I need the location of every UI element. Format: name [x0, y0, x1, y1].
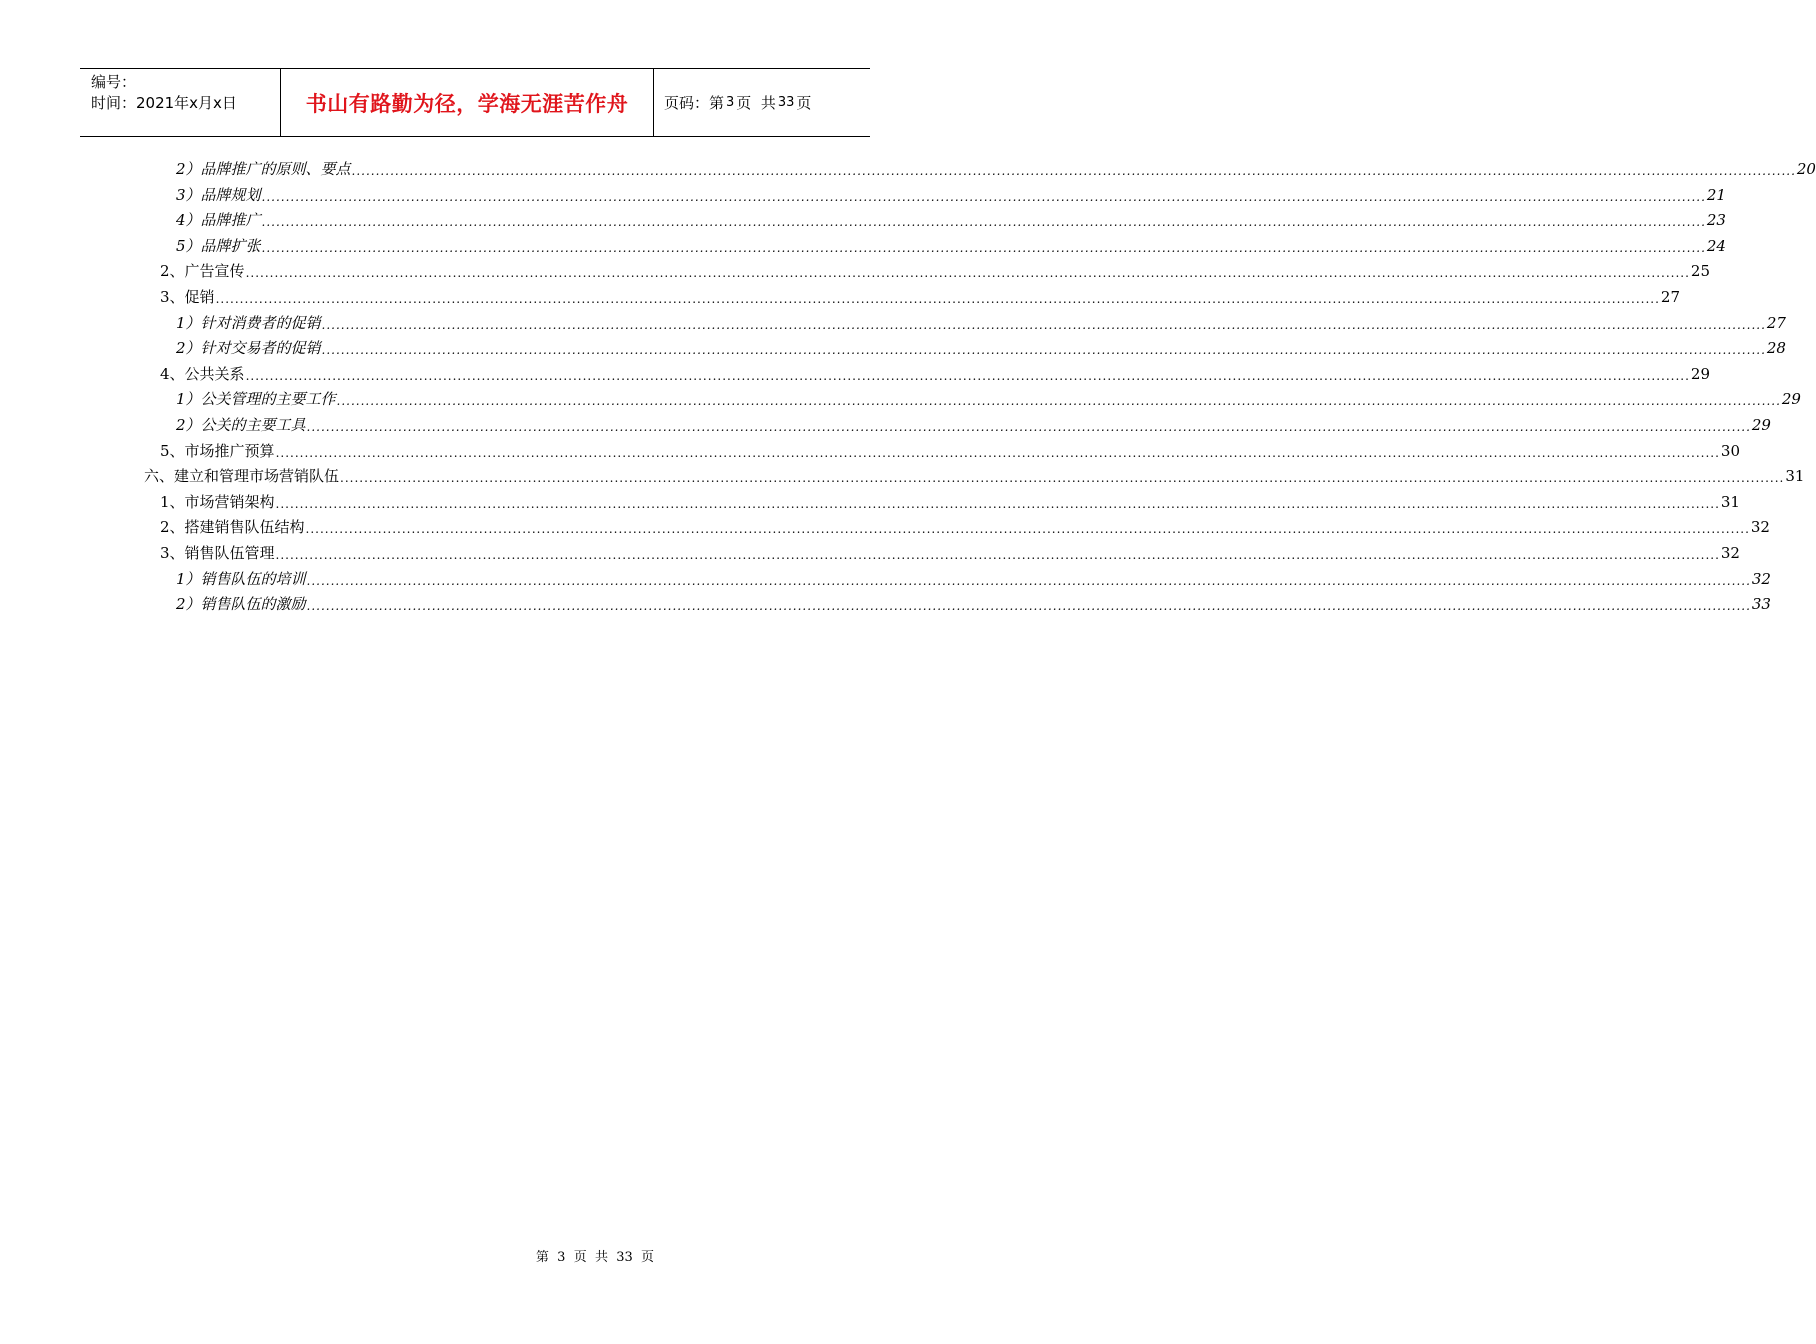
- toc-entry-label: 1）销售队伍的培训: [176, 569, 306, 588]
- toc-entry-label: 2、搭建销售队伍结构: [160, 518, 305, 537]
- toc-entry-label: 2）公关的主要工具: [176, 416, 306, 434]
- motto-text: 书山有路勤为径，学海无涯苦作舟: [305, 91, 629, 116]
- page-total: 33: [777, 95, 795, 110]
- toc-page-number: 27: [1766, 313, 1786, 332]
- toc-leader-dots: ............................................................................................................................................................................................................................................................................................................: [321, 343, 1766, 358]
- toc-page-number: 31: [1785, 467, 1805, 486]
- toc-entry-label: 六、建立和管理市场营销队伍: [144, 467, 340, 486]
- toc-leader-dots: ............................................................................................................................................................................................................................................................................................................: [340, 471, 1785, 486]
- toc-leader-dots: ............................................................................................................................................................................................................................................................................................................: [321, 317, 1766, 332]
- toc-entry-label: 1、市场营销架构: [160, 492, 275, 511]
- toc-entry-label: 1）公关管理的主要工作: [176, 390, 336, 409]
- toc-entry-title: 广告宣传: [184, 262, 245, 281]
- toc-page-number: 21: [1706, 185, 1726, 204]
- toc-entry-label: 3）品牌规划: [176, 185, 261, 204]
- toc-entry-label: 2）销售队伍的激励: [176, 595, 306, 614]
- toc-entry-label: 2、: [160, 262, 185, 281]
- toc-entry-label: 2）品牌推广的原则、要点: [176, 160, 351, 178]
- toc-page-number: 25: [1690, 262, 1710, 281]
- toc-entry-label: 3、: [160, 288, 185, 306]
- toc-leader-dots: ............................................................................................................................................................................................................................................................................................................: [306, 420, 1751, 434]
- toc-entry[interactable]: [160, 259, 1710, 281]
- toc-page-number: 24: [1706, 236, 1726, 255]
- toc-leader-dots: ............................................................................................................................................................................................................................................................................................................: [275, 496, 1720, 511]
- header-page-counter: [654, 69, 870, 136]
- toc-leader-dots: ............................................................................................................................................................................................................................................................................................................: [261, 240, 1706, 255]
- toc-page-number: 32: [1720, 544, 1740, 562]
- time-label: 时间：2021年x月x日: [91, 94, 237, 112]
- toc-entry[interactable]: [176, 336, 1786, 358]
- toc-entry[interactable]: [160, 490, 1740, 512]
- toc-page-number: 29: [1781, 390, 1801, 409]
- toc-leader-dots: ............................................................................................................................................................................................................................................................................................................: [351, 164, 1796, 178]
- toc-page-number: 28: [1766, 339, 1786, 358]
- toc-entry-title: 市场推广预算: [184, 441, 275, 460]
- toc-entry[interactable]: [160, 362, 1710, 384]
- toc-entry[interactable]: [176, 413, 1771, 435]
- header-motto-cell: [281, 69, 654, 136]
- code-label: 编号：: [91, 73, 137, 91]
- toc-entry[interactable]: [160, 285, 1680, 307]
- toc-leader-dots: ............................................................................................................................................................................................................................................................................................................: [261, 215, 1706, 230]
- toc-entry-label: 2）针对交易者的促销: [176, 339, 321, 358]
- toc-page-number: 29: [1751, 416, 1771, 434]
- page-header: [80, 68, 870, 137]
- toc-page-number: 27: [1660, 288, 1680, 306]
- toc-leader-dots: ............................................................................................................................................................................................................................................................................................................: [215, 292, 1660, 306]
- toc-leader-dots: ............................................................................................................................................................................................................................................................................................................: [245, 266, 1690, 281]
- toc-leader-dots: ............................................................................................................................................................................................................................................................................................................: [245, 368, 1690, 383]
- toc-page-number: 29: [1690, 364, 1710, 383]
- toc-entry[interactable]: [144, 464, 1805, 486]
- page-footer: 第 3 页 共 33 页: [535, 1250, 655, 1265]
- toc-entry[interactable]: [176, 234, 1726, 256]
- toc-entry-title: 公共关系: [184, 364, 245, 383]
- toc-entry[interactable]: [160, 439, 1740, 461]
- toc-leader-dots: ............................................................................................................................................................................................................................................................................................................: [305, 522, 1750, 537]
- toc-leader-dots: ............................................................................................................................................................................................................................................................................................................: [275, 548, 1720, 562]
- toc-page-number: 23: [1706, 211, 1726, 230]
- toc-entry[interactable]: [176, 208, 1726, 230]
- page-suffix: 页: [796, 94, 812, 112]
- toc-entry-label: 3、销售队伍管理: [160, 544, 275, 562]
- toc-page-number: 32: [1751, 569, 1771, 588]
- toc-entry[interactable]: [160, 541, 1740, 563]
- toc-leader-dots: ............................................................................................................................................................................................................................................................................................................: [306, 573, 1751, 588]
- toc-entry-label: 5）品牌扩张: [176, 236, 261, 255]
- toc-entry-label: 4、: [160, 364, 185, 383]
- toc-entry[interactable]: [176, 387, 1801, 409]
- toc-leader-dots: ............................................................................................................................................................................................................................................................................................................: [261, 189, 1706, 204]
- page-prefix: 页码：第: [664, 94, 725, 112]
- toc-leader-dots: ............................................................................................................................................................................................................................................................................................................: [275, 445, 1720, 460]
- toc-entry-title: 促销: [184, 288, 215, 306]
- toc-page-number: 20: [1796, 160, 1816, 178]
- toc-entry-label: 5、: [160, 441, 185, 460]
- toc-entry-label: 1）针对消费者的促销: [176, 313, 321, 332]
- toc-entry[interactable]: [176, 311, 1786, 333]
- toc-page-number: 32: [1750, 518, 1770, 537]
- toc-leader-dots: ............................................................................................................................................................................................................................................................................................................: [336, 394, 1781, 409]
- toc-entry[interactable]: [176, 183, 1726, 205]
- toc-page-number: 30: [1720, 441, 1740, 460]
- toc-page-number: 33: [1751, 595, 1771, 614]
- toc-entry-label: 4）品牌推广: [176, 211, 261, 230]
- toc-leader-dots: ............................................................................................................................................................................................................................................................................................................: [306, 599, 1751, 614]
- toc-entry[interactable]: [176, 567, 1771, 589]
- page-current: 3: [726, 95, 735, 110]
- toc-entry[interactable]: [176, 157, 1816, 179]
- header-meta: [80, 69, 281, 136]
- page-mid: 页 共: [736, 94, 776, 112]
- toc-entry[interactable]: [160, 515, 1770, 537]
- toc-entry[interactable]: [176, 592, 1771, 614]
- toc-page-number: 31: [1720, 492, 1740, 511]
